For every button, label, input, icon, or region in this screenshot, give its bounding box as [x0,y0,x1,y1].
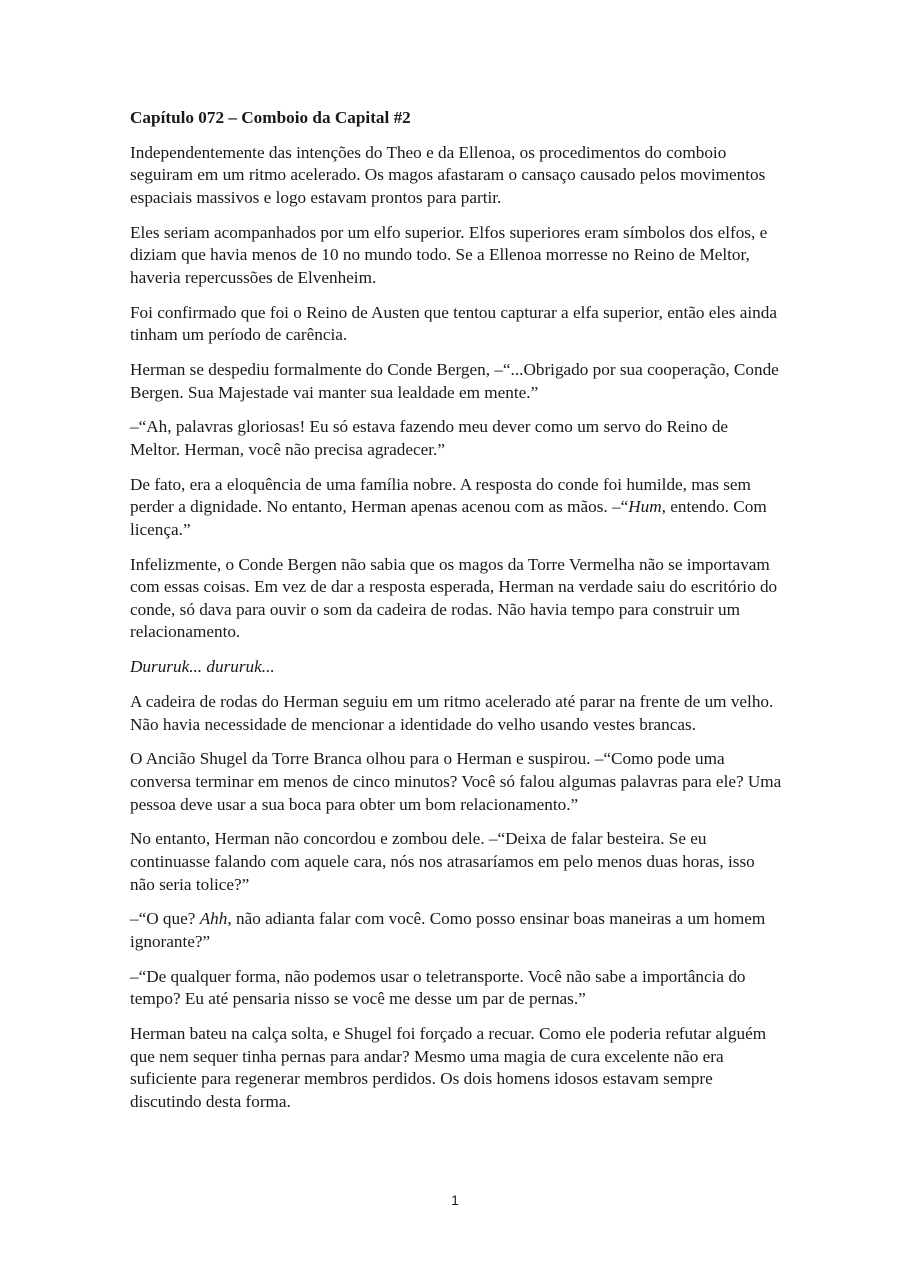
paragraph [130,656,782,679]
paragraph [130,1023,782,1113]
paragraph [130,142,782,210]
text-run: Eles seriam acompanhados por um elfo superior. Elfos superiores eram símbolos dos elfos, e diziam que havia menos de 10 no mundo todo. Se a Ellenoa morresse no Reino de Meltor, haveria repercussões de Elvenheim. [130,222,768,287]
paragraph [130,416,782,461]
paragraph [130,302,782,347]
text-run: Herman bateu na calça solta, e Shugel foi forçado a recuar. Como ele poderia refutar alguém que nem sequer tinha pernas para andar? Mesmo uma magia de cura excelente não era suficiente para regenerar membros perdidos. Os dois homens idosos estavam sempre discutindo desta forma. [130,1024,767,1111]
text-run: Infelizmente, o Conde Bergen não sabia que os magos da Torre Vermelha não se importavam com essas coisas. Em vez de dar a resposta esperada, Herman na verdade saiu do escritório do conde, só dava para ouvir o som da cadeira de rodas. Não havia tempo para construir um relacionamento. [130,554,778,642]
text-run: A cadeira de rodas do Herman seguiu em um ritmo acelerado até parar na frente de um velho. Não havia necessidade de mencionar a identidade do velho usando vestes brancas. [130,691,774,734]
text-run: O Ancião Shugel da Torre Branca olhou para o Herman e suspirou. –“Como pode uma conversa terminar em menos de cinco minutos? Você só falou algumas palavras para ele? Uma pessoa deve usar a sua boca para obter um bom relacionamento.” [130,749,782,814]
paragraph [130,908,782,953]
text-run: Independentemente das intenções do Theo e da Ellenoa, os procedimentos do comboio seguiram em um ritmo acelerado. Os magos afastaram o cansaço causado pelos movimentos espaciais massivos e logo estavam prontos para partir. [130,142,766,207]
text-run: No entanto, Herman não concordou e zombou dele. –“Deixa de falar besteira. Se eu continuasse falando com aquele cara, nós nos atrasaríamos em pelo menos duas horas, isso não seria tolice?” [130,829,755,894]
text-run: –“O que? [130,909,200,929]
document-page [130,107,782,1126]
paragraph [130,474,782,542]
text-run: Foi confirmado que foi o Reino de Austen que tentou capturar a elfa superior, então eles ainda tinham um período de carência. [130,302,777,345]
text-run: , não adianta falar com você. Como posso ensinar boas maneiras a um homem ignorante?” [130,909,766,951]
text-run: De fato, era a eloquência de uma família nobre. A resposta do conde foi humilde, mas sem perder a dignidade. No entanto, Herman apenas acenou com as mãos. –“ [130,474,751,517]
text-run: –“Ah, palavras gloriosas! Eu só estava fazendo meu dever como um servo do Reino de Meltor. Herman, você não precisa agradecer.” [130,417,729,459]
paragraph [130,966,782,1011]
paragraph [130,828,782,896]
document-body [130,142,782,1114]
paragraph [130,359,782,404]
italic-text: Dururuk... dururuk... [130,657,275,677]
chapter-title: Capítulo 072 – Comboio da Capital #2 [130,108,411,127]
page-number: 1 [451,1192,459,1208]
paragraph [130,222,782,290]
italic-text: Hum [628,497,662,517]
italic-text: Ahh [199,909,228,929]
paragraph [130,748,782,816]
paragraph [130,691,782,736]
text-run: Herman se despediu formalmente do Conde Bergen, –“...Obrigado por sua cooperação, Conde Bergen. Sua Majestade vai manter sua lealdade em mente.” [130,359,779,402]
text-run: , entendo. Com licença.” [130,497,767,539]
text-run: –“De qualquer forma, não podemos usar o teletransporte. Você não sabe a importância do tempo? Eu até pensaria nisso se você me desse um par de pernas.” [130,966,746,1009]
paragraph [130,554,782,644]
